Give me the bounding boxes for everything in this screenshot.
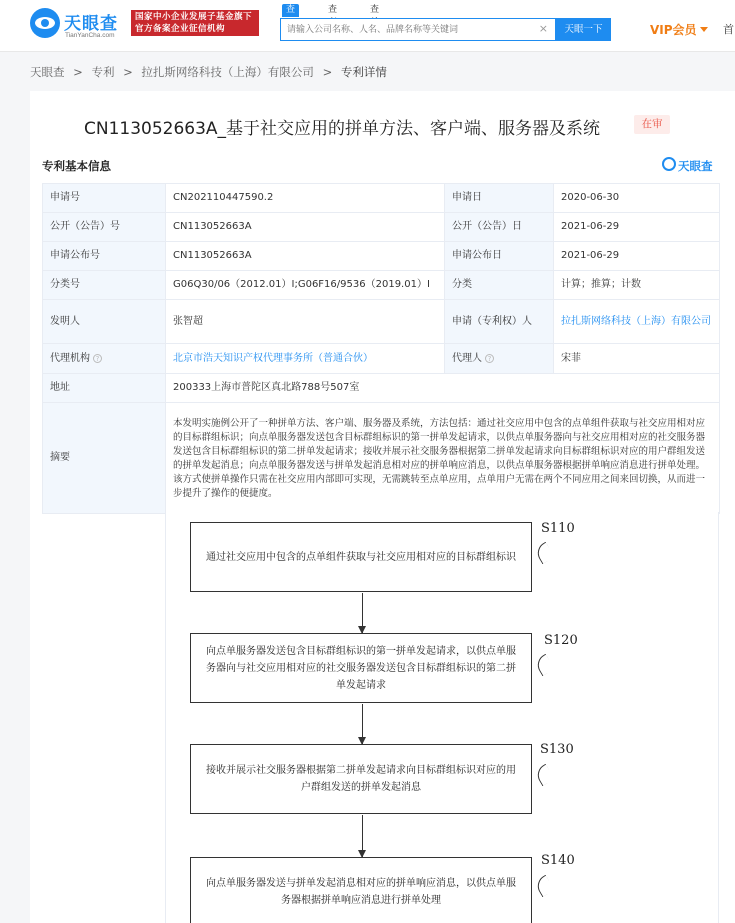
tianyancha-watermark (662, 157, 713, 174)
label-agency-cell (43, 344, 166, 374)
breadcrumb-patent[interactable]: 专利 (91, 65, 115, 79)
value-app-pub-no: CN113052663A (166, 242, 445, 271)
value-classification: G06Q30/06（2012.01）I;G06F16/9536（2019.01）I (166, 271, 445, 300)
table-row (43, 374, 720, 403)
section-title: 专利基本信息 (42, 159, 111, 173)
label-agent-cell (445, 344, 554, 374)
logo-text: 天眼查 (64, 14, 118, 34)
label-agent: 代理人 (452, 352, 482, 364)
flow-step-box (190, 744, 532, 814)
step-label: S110 (541, 521, 575, 536)
tab-company[interactable]: 查 (282, 4, 299, 17)
badge-line-1: 国家中小企业发展子基金旗下 (135, 12, 253, 22)
tab-relation[interactable]: 查 (370, 5, 380, 15)
logo-subtext: TianYanCha.com (65, 32, 115, 39)
label-classification: 分类号 (43, 271, 166, 300)
site-logo[interactable] (30, 8, 128, 42)
applicant-link[interactable]: 拉扎斯网络科技（上海）有限公司 (561, 315, 711, 327)
table-row (43, 271, 720, 300)
label-publication-no: 公开（公告）号 (43, 213, 166, 242)
flow-arrow (362, 704, 363, 744)
agency-link[interactable]: 北京市浩天知识产权代理事务所（普通合伙） (173, 352, 373, 364)
label-inventor: 发明人 (43, 300, 166, 344)
flow-step-box (190, 522, 532, 592)
flow-step-text: 通过社交应用中包含的点单组件获取与社交应用相对应的目标群组标识 (206, 551, 516, 563)
tab-boss[interactable]: 查 (328, 5, 338, 15)
value-abstract: 本发明实施例公开了一种拼单方法、客户端、服务器及系统，方法包括：通过社交应用中包含的点单组件获取与社交应用相对应的目标群组标识；向点单服务器发送包含目标群组标识的第一拼单发起请求，以供点单服务器向与社交应用相对应的社交服务器发送包含目标群组标识的第二拼单发起请求；接收并展示社交服务器根据第二拼单发起请求向目标群组标识对应的用户群组发送的拼单发起消息；向点单服务器发送与拼单发起消息相对应的拼单响应消息，以供点单服务器根据拼单响应消息进行拼单处理。该方式使拼单操作只需在社交应用内部即可实现，无需跳转至点单应用，点单用户无需在两个不同应用之间来回切换，从而进一步提升了操作的便捷度。 (166, 403, 720, 514)
search-input[interactable] (287, 22, 537, 38)
step-leader-line (533, 764, 554, 787)
breadcrumb (30, 64, 392, 80)
value-publication-no: CN113052663A (166, 213, 445, 242)
value-agency (166, 344, 445, 374)
table-row (43, 403, 720, 514)
label-application-no: 申请号 (43, 184, 166, 213)
table-row (43, 213, 720, 242)
patent-info-table (42, 183, 720, 514)
label-app-pub-date: 申请公布日 (445, 242, 554, 271)
search-button[interactable]: 天眼一下 (556, 18, 611, 41)
label-applicant: 申请（专利权）人 (445, 300, 554, 344)
label-agency: 代理机构 (50, 352, 90, 364)
value-publication-date: 2021-06-29 (554, 213, 720, 242)
value-inventor: 张智超 (166, 300, 445, 344)
label-publication-date: 公开（公告）日 (445, 213, 554, 242)
top-navigation-bar (0, 0, 735, 52)
help-icon[interactable]: ? (93, 354, 102, 363)
step-leader-line (533, 542, 554, 565)
label-application-date: 申请日 (445, 184, 554, 213)
eye-logo-icon (30, 8, 60, 38)
table-row (43, 242, 720, 271)
chevron-down-icon[interactable] (700, 27, 708, 32)
breadcrumb-separator: > (322, 65, 333, 79)
flow-step-text: 向点单服务器发送与拼单发起消息相对应的拼单响应消息，以供点单服务器根据拼单响应消息进行拼单处理 (206, 878, 516, 906)
flow-step-text: 接收并展示社交服务器根据第二拼单发起请求向目标群组标识对应的用户群组发送的拼单发起消息 (206, 765, 516, 793)
breadcrumb-current: 专利详情 (340, 65, 387, 79)
home-link[interactable]: 首 (723, 23, 734, 36)
patent-title-text: CN113052663A_基于社交应用的拼单方法、客户端、服务器及系统 (84, 119, 601, 139)
badge-line-2: 官方备案企业征信机构 (135, 24, 226, 34)
value-application-date: 2020-06-30 (554, 184, 720, 213)
step-label: S120 (544, 633, 578, 648)
table-row (43, 300, 720, 344)
value-app-pub-date: 2021-06-29 (554, 242, 720, 271)
label-app-pub-no: 申请公布号 (43, 242, 166, 271)
abstract-figure (165, 512, 719, 923)
value-applicant (554, 300, 720, 344)
flow-step-text: 向点单服务器发送包含目标群组标识的第一拼单发起请求，以供点单服务器向与社交应用相对应的社交服务器发送包含目标群组标识的第二拼单发起请求 (206, 645, 516, 691)
breadcrumb-separator: > (123, 65, 133, 79)
value-application-no: CN202110447590.2 (166, 184, 445, 213)
breadcrumb-separator: > (73, 65, 83, 79)
breadcrumb-home[interactable]: 天眼查 (30, 65, 65, 79)
official-badge (131, 10, 259, 36)
label-address: 地址 (43, 374, 166, 403)
brand-text: 天眼查 (678, 159, 713, 173)
search-box (280, 18, 556, 41)
step-label: S130 (540, 742, 574, 757)
label-category: 分类 (445, 271, 554, 300)
status-badge: 在审 (634, 115, 670, 134)
value-address: 200333上海市普陀区真北路788号507室 (166, 374, 720, 403)
breadcrumb-company[interactable]: 拉扎斯网络科技（上海）有限公司 (141, 65, 314, 79)
flow-arrow (362, 815, 363, 857)
step-leader-line (533, 654, 554, 677)
help-icon[interactable]: ? (485, 354, 494, 363)
clear-icon[interactable]: × (538, 22, 548, 35)
vip-member-link[interactable]: VIP会员 (650, 23, 697, 37)
patent-title (84, 114, 600, 139)
flow-step-box (190, 633, 532, 703)
step-leader-line (533, 875, 554, 898)
table-row (43, 344, 720, 374)
step-label: S140 (541, 853, 575, 868)
flow-step-box (190, 857, 532, 923)
value-category: 计算；推算；计数 (554, 271, 720, 300)
flow-arrow (362, 593, 363, 633)
table-row (43, 184, 720, 213)
value-agent: 宋菲 (554, 344, 720, 374)
label-abstract: 摘要 (43, 403, 166, 514)
